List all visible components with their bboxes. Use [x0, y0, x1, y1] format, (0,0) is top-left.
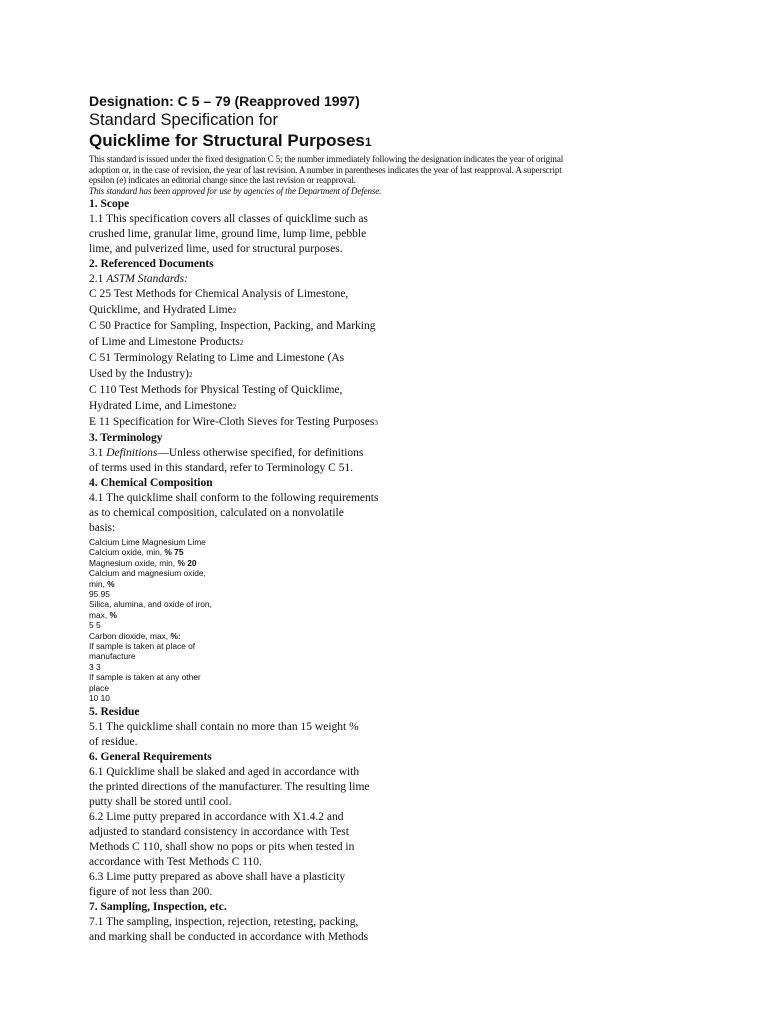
section-heading: 5. Residue — [89, 705, 140, 718]
table-line — [89, 620, 729, 630]
text-line: Methods C 110, shall show no pops or pits when tested in — [89, 840, 355, 853]
table-line — [89, 599, 729, 609]
subsection-number: 2.1 — [89, 273, 107, 285]
section-heading: 6. General Requirements — [89, 750, 212, 763]
table-line — [89, 610, 729, 620]
text-line: basis: — [89, 522, 116, 534]
text-line: of terms used in this standard, refer to Terminology C 51. — [89, 462, 354, 474]
section-heading: 1. Scope — [89, 198, 130, 210]
text-line: 5.1 The quicklime shall contain no more than 15 weight % — [89, 720, 359, 733]
reference-line — [89, 351, 729, 367]
section-scope — [89, 197, 729, 257]
text-line: of residue. — [89, 735, 138, 748]
reference-line — [89, 319, 729, 335]
clause-number: 3.1 — [89, 447, 107, 459]
table-line — [89, 693, 729, 703]
section-heading: 2. Referenced Documents — [89, 258, 214, 270]
table-text: Calcium Lime Magnesium Lime — [89, 537, 206, 547]
dod-note: This standard has been approved for use by agencies of the Department of Defense. — [89, 185, 382, 196]
text-line: lime, and pulverized lime, used for structural purposes. — [89, 243, 343, 255]
table-text: place — [89, 682, 110, 693]
reference-text: C 51 Terminology Relating to Lime and Limestone (As — [89, 352, 345, 364]
reference-text: C 50 Practice for Sampling, Inspection, Packing, and Marking — [89, 320, 376, 332]
table-line — [89, 547, 729, 557]
section-chemical-composition — [89, 476, 729, 704]
text-line — [89, 446, 729, 461]
table-bold-text: % — [107, 578, 115, 589]
reference-text: Hydrated Lime, and Limestone — [89, 400, 233, 412]
text-line: 6.1 Quicklime shall be slaked and aged in accordance with — [89, 765, 360, 778]
text-line: adjusted to standard consistency in accordance with Test — [89, 825, 349, 838]
reference-text: of Lime and Limestone Products — [89, 336, 240, 348]
section-general-requirements — [89, 750, 729, 900]
table-text: max, — [89, 609, 110, 620]
section-heading: 7. Sampling, Inspection, etc. — [89, 900, 227, 913]
text-line: accordance with Test Methods C 110. — [89, 855, 262, 868]
table-text: Carbon dioxide, max, — [89, 630, 171, 641]
reference-line — [89, 287, 729, 303]
section-terminology — [89, 431, 729, 476]
table-line — [89, 589, 729, 599]
table-text: If sample is taken at any other — [89, 672, 201, 683]
reference-line — [89, 335, 729, 351]
text-line: crushed lime, granular lime, ground lime, lump lime, pebble — [89, 228, 367, 240]
title-line-1: Standard Specification for — [89, 111, 278, 129]
title-line-2 — [89, 130, 729, 153]
text-line: 6.3 Lime putty prepared as above shall have a plasticity — [89, 870, 346, 883]
section-heading: 4. Chemical Composition — [89, 477, 213, 489]
reference-text: C 110 Test Methods for Physical Testing of Quicklime, — [89, 384, 343, 396]
table-line — [89, 672, 729, 682]
reference-line — [89, 303, 729, 319]
reference-text: E 11 Specification for Wire-Cloth Sieves for Testing Purposes — [89, 416, 375, 428]
reference-line — [89, 383, 729, 399]
note-line-3: epsilon (e) indicates an editorial change since the last revision or reapproval. — [89, 175, 356, 185]
footnote-ref: 2 — [239, 339, 244, 347]
text-line: 1.1 This specification covers all classes of quicklime such as — [89, 213, 368, 225]
footnote-ref: 2 — [188, 371, 193, 379]
designation: Designation: C 5 – 79 (Reapproved 1997) — [89, 93, 360, 109]
table-line — [89, 662, 729, 672]
standard-notes — [89, 154, 729, 196]
composition-table — [89, 537, 729, 704]
table-bold-text: % 20 — [177, 557, 197, 568]
text-line: and marking shall be conducted in accordance with Methods — [89, 930, 369, 943]
text-line: figure of not less than 200. — [89, 885, 213, 898]
table-line — [89, 568, 729, 578]
reference-text: C 25 Test Methods for Chemical Analysis of Limestone, — [89, 288, 349, 300]
table-line — [89, 641, 729, 651]
table-text: min, — [89, 578, 108, 589]
table-text: Magnesium oxide, min, — [89, 557, 178, 568]
table-bold-text: % — [109, 609, 117, 620]
table-bold-text: % 75 — [164, 547, 184, 558]
table-line — [89, 558, 729, 568]
section-heading: 3. Terminology — [89, 432, 163, 444]
table-text: Calcium and magnesium oxide, — [89, 568, 206, 579]
table-line — [89, 683, 729, 693]
footnote-ref: 3 — [374, 419, 378, 427]
table-text: 10 10 — [89, 693, 110, 704]
table-text: 3 3 — [89, 661, 101, 672]
table-text: Calcium oxide, min, — [89, 547, 165, 558]
text-line: 7.1 The sampling, inspection, rejection, retesting, packing, — [89, 915, 359, 928]
defined-term: Definitions — [106, 447, 158, 459]
reference-line — [89, 367, 729, 383]
note-line-1: This standard is issued under the fixed designation C 5; the number immediately following the designation indicates the year of original — [89, 154, 564, 164]
table-text: 95 95 — [89, 589, 110, 600]
text-line: 4.1 The quicklime shall conform to the following requirements — [89, 492, 379, 504]
note-line-2: adoption or, in the case of revision, the year of last revision. A number in parentheses indicates the year of last reapproval. A superscript — [89, 164, 562, 175]
table-line — [89, 537, 729, 547]
section-sampling — [89, 900, 729, 945]
section-referenced-documents — [89, 257, 729, 431]
title-footnote-ref: 1 — [364, 135, 372, 149]
footnote-ref: 2 — [232, 403, 237, 411]
table-line — [89, 651, 729, 661]
text-line: the printed directions of the manufacturer. The resulting lime — [89, 780, 370, 793]
table-line — [89, 631, 729, 641]
reference-line — [89, 415, 729, 431]
footnote-ref: 2 — [232, 307, 237, 315]
document-page — [89, 92, 729, 945]
section-residue — [89, 705, 729, 750]
table-text: Silica, alumina, and oxide of iron, — [89, 599, 212, 610]
table-text: If sample is taken at place of — [89, 641, 196, 652]
table-text: 5 5 — [89, 620, 101, 631]
reference-line — [89, 399, 729, 415]
text-line: 6.2 Lime putty prepared in accordance with X1.4.2 and — [89, 810, 344, 823]
table-text: manufacture — [89, 651, 136, 662]
title-text: Quicklime for Structural Purposes — [89, 131, 365, 150]
reference-text: Used by the Industry) — [89, 368, 189, 380]
subsection-name: ASTM Standards: — [106, 273, 188, 285]
table-line — [89, 579, 729, 589]
clause-text: —Unless otherwise specified, for definitions — [157, 447, 364, 459]
text-line: putty shall be stored until cool. — [89, 795, 232, 808]
reference-text: Quicklime, and Hydrated Lime — [89, 304, 233, 316]
table-bold-text: %: — [170, 630, 181, 641]
subsection-title — [89, 272, 729, 287]
text-line: as to chemical composition, calculated on a nonvolatile — [89, 507, 344, 519]
